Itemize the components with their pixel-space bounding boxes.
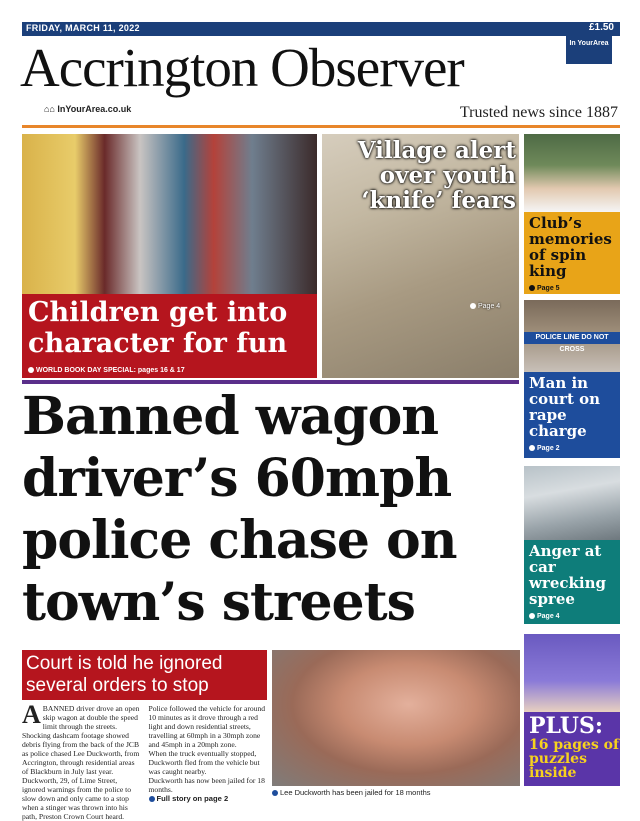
cricketer-photo bbox=[524, 134, 620, 212]
anger-page-text: Page 4 bbox=[537, 613, 560, 620]
plus-label: PLUS: bbox=[529, 713, 604, 739]
club-page-ref bbox=[529, 281, 620, 297]
story-paragraph: Duckworth, 29, of Lime Street, ignored warnings from the police to slow down and only came to a stop when a stinger was thrown into his path, Preston Crown Court heard. bbox=[22, 776, 132, 821]
issue-date: FRIDAY, MARCH 11, 2022 bbox=[26, 23, 140, 33]
world-book-day-photo bbox=[22, 134, 317, 294]
date-bar bbox=[22, 22, 620, 36]
full-story-link[interactable] bbox=[149, 794, 268, 803]
bullet-icon bbox=[28, 367, 34, 373]
police-tape-text: POLICE LINE DO NOT CROSS bbox=[524, 332, 620, 344]
story-paragraph: Duckworth has now been jailed for 18 months. bbox=[148, 776, 265, 794]
court-teaser[interactable] bbox=[524, 372, 620, 458]
kids-headline[interactable]: Children get into character for fun bbox=[22, 294, 317, 364]
tagline: Trusted news since 1887 bbox=[459, 104, 618, 121]
car-photo bbox=[524, 466, 620, 540]
bullet-icon bbox=[470, 303, 476, 309]
kids-subline bbox=[22, 364, 317, 378]
masthead: Accrington Observer bbox=[20, 37, 464, 98]
club-teaser[interactable] bbox=[524, 212, 620, 294]
mugshot-photo bbox=[272, 650, 520, 786]
court-page-ref bbox=[529, 441, 620, 457]
full-story-text: Full story on page 2 bbox=[156, 794, 229, 803]
knife-page-ref bbox=[470, 303, 500, 310]
inyourarea-label: InYourArea.co.uk bbox=[57, 104, 132, 114]
header-divider bbox=[22, 125, 620, 128]
main-story-body bbox=[22, 700, 267, 821]
knife-page-text: Page 4 bbox=[478, 303, 501, 310]
house-icon: ⌂⌂ bbox=[44, 104, 55, 114]
club-headline: Club’s memories of spin king bbox=[529, 214, 612, 280]
kids-sub-text: WORLD BOOK DAY SPECIAL: pages 16 & 17 bbox=[36, 367, 185, 374]
bullet-icon bbox=[529, 445, 535, 451]
section-divider bbox=[22, 380, 519, 384]
bullet-icon bbox=[529, 613, 535, 619]
story-paragraph: Police followed the vehicle for around 10 minutes as it drove through a red light and down residential streets, travelling at 60mph in a 30mph zone and 45mph in a 20mph zone. bbox=[148, 704, 266, 749]
court-headline: Man in court on rape charge bbox=[529, 374, 601, 440]
bullet-icon bbox=[272, 790, 278, 796]
puzzles-teaser[interactable] bbox=[524, 712, 620, 786]
anger-page-ref bbox=[529, 609, 620, 625]
anger-teaser[interactable] bbox=[524, 540, 620, 624]
story-paragraph: Shocking dashcam footage showed debris flying from the back of the JCB as police chased Lee Duckworth, from Accrington, through residential areas of Blackburn in July last year. bbox=[22, 731, 140, 776]
story-paragraph: BANNED driver drove an open skip wagon at double the speed limit through the streets. bbox=[42, 704, 140, 731]
main-subheadline: Court is told he ignored several orders to stop bbox=[22, 650, 267, 700]
story-paragraph: When the truck eventually stopped, Duckworth fled from the vehicle but was caught nearby. bbox=[148, 749, 260, 776]
drop-cap: A bbox=[22, 700, 41, 729]
photo-caption bbox=[272, 788, 431, 797]
puzzle-photo bbox=[524, 634, 620, 712]
club-page-text: Page 5 bbox=[537, 285, 560, 292]
bullet-icon bbox=[149, 796, 155, 802]
main-headline[interactable]: Banned wagon driver’s 60mph police chase on town’s streets bbox=[22, 386, 457, 633]
inyourarea-link[interactable] bbox=[44, 104, 131, 114]
knife-headline[interactable]: Village alert over youth ‘knife’ fears bbox=[357, 137, 516, 214]
cover-price: £1.50 bbox=[588, 22, 614, 33]
puzzles-text: 16 pages of puzzles inside bbox=[529, 737, 620, 781]
bullet-icon bbox=[529, 285, 535, 291]
court-page-text: Page 2 bbox=[537, 445, 560, 452]
anger-headline: Anger at car wrecking spree bbox=[529, 542, 606, 608]
inyourarea-badge: In YourArea bbox=[566, 36, 612, 64]
caption-text: Lee Duckworth has been jailed for 18 months bbox=[280, 788, 431, 797]
